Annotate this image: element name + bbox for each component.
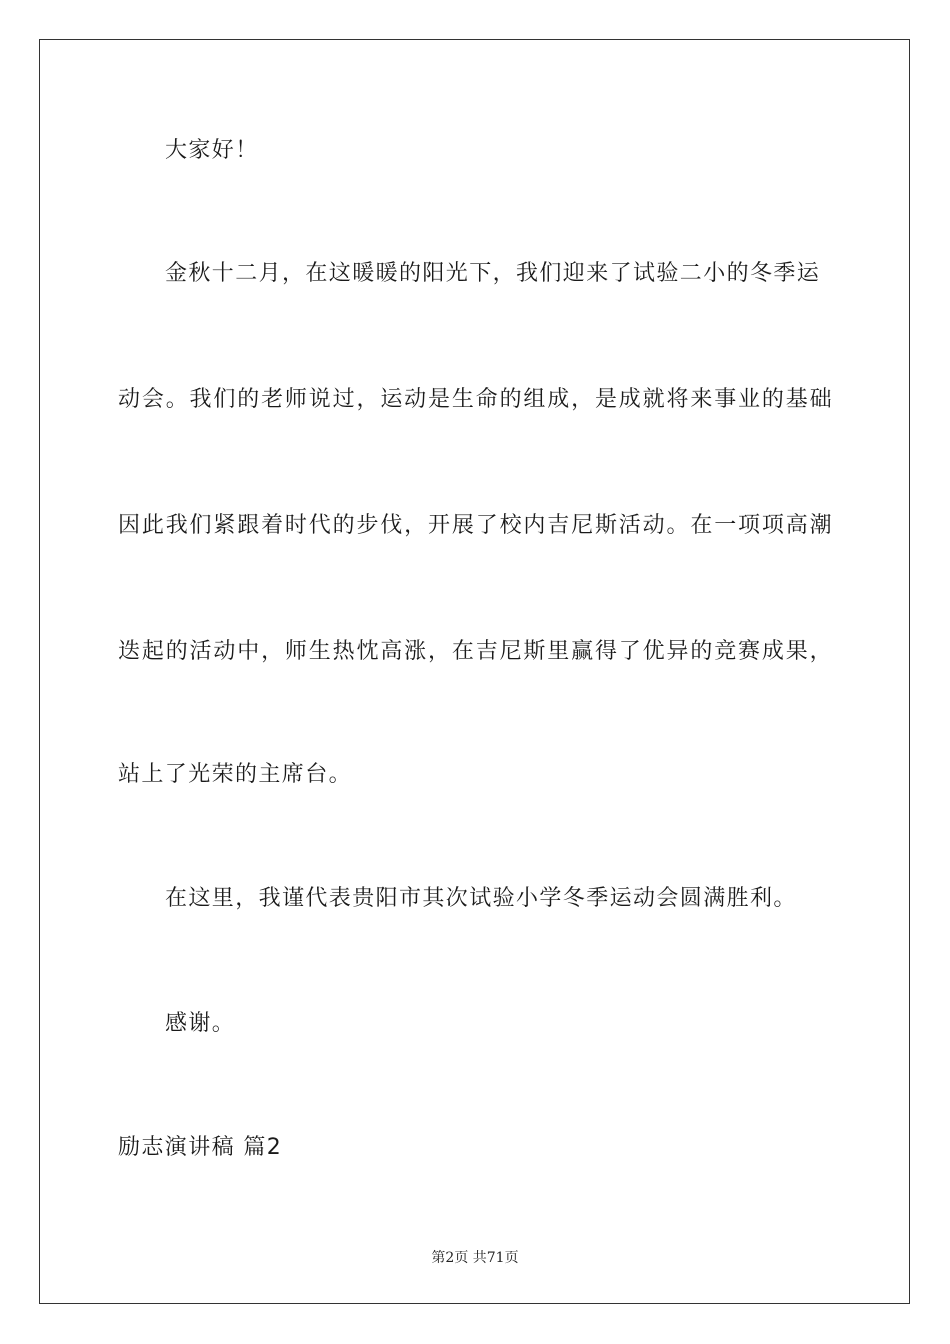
- paragraph-1-line-4: 迭起的活动中，师生热忱高涨，在吉尼斯里赢得了优异的竞赛成果，: [118, 639, 833, 664]
- page-footer: 第2页 共71页: [431, 1250, 519, 1266]
- paragraph-1-line-2: 动会。我们的老师说过，运动是生命的组成，是成就将来事业的基础: [118, 387, 833, 412]
- paragraph-1-line-3: 因此我们紧跟着时代的步伐，开展了校内吉尼斯活动。在一项项高潮: [118, 513, 833, 538]
- paragraph-1-line-5: 站上了光荣的主席台。: [118, 762, 353, 787]
- greeting-line: 大家好！: [165, 138, 259, 163]
- paragraph-1-line-1: 金秋十二月，在这暖暖的阳光下，我们迎来了试验二小的冬季运: [165, 261, 821, 286]
- thanks-line: 感谢。: [165, 1011, 236, 1036]
- page-border: [39, 39, 910, 1304]
- paragraph-2: 在这里，我谨代表贵阳市其次试验小学冬季运动会圆满胜利。: [165, 886, 797, 911]
- section-heading: 励志演讲稿 篇2: [118, 1135, 283, 1160]
